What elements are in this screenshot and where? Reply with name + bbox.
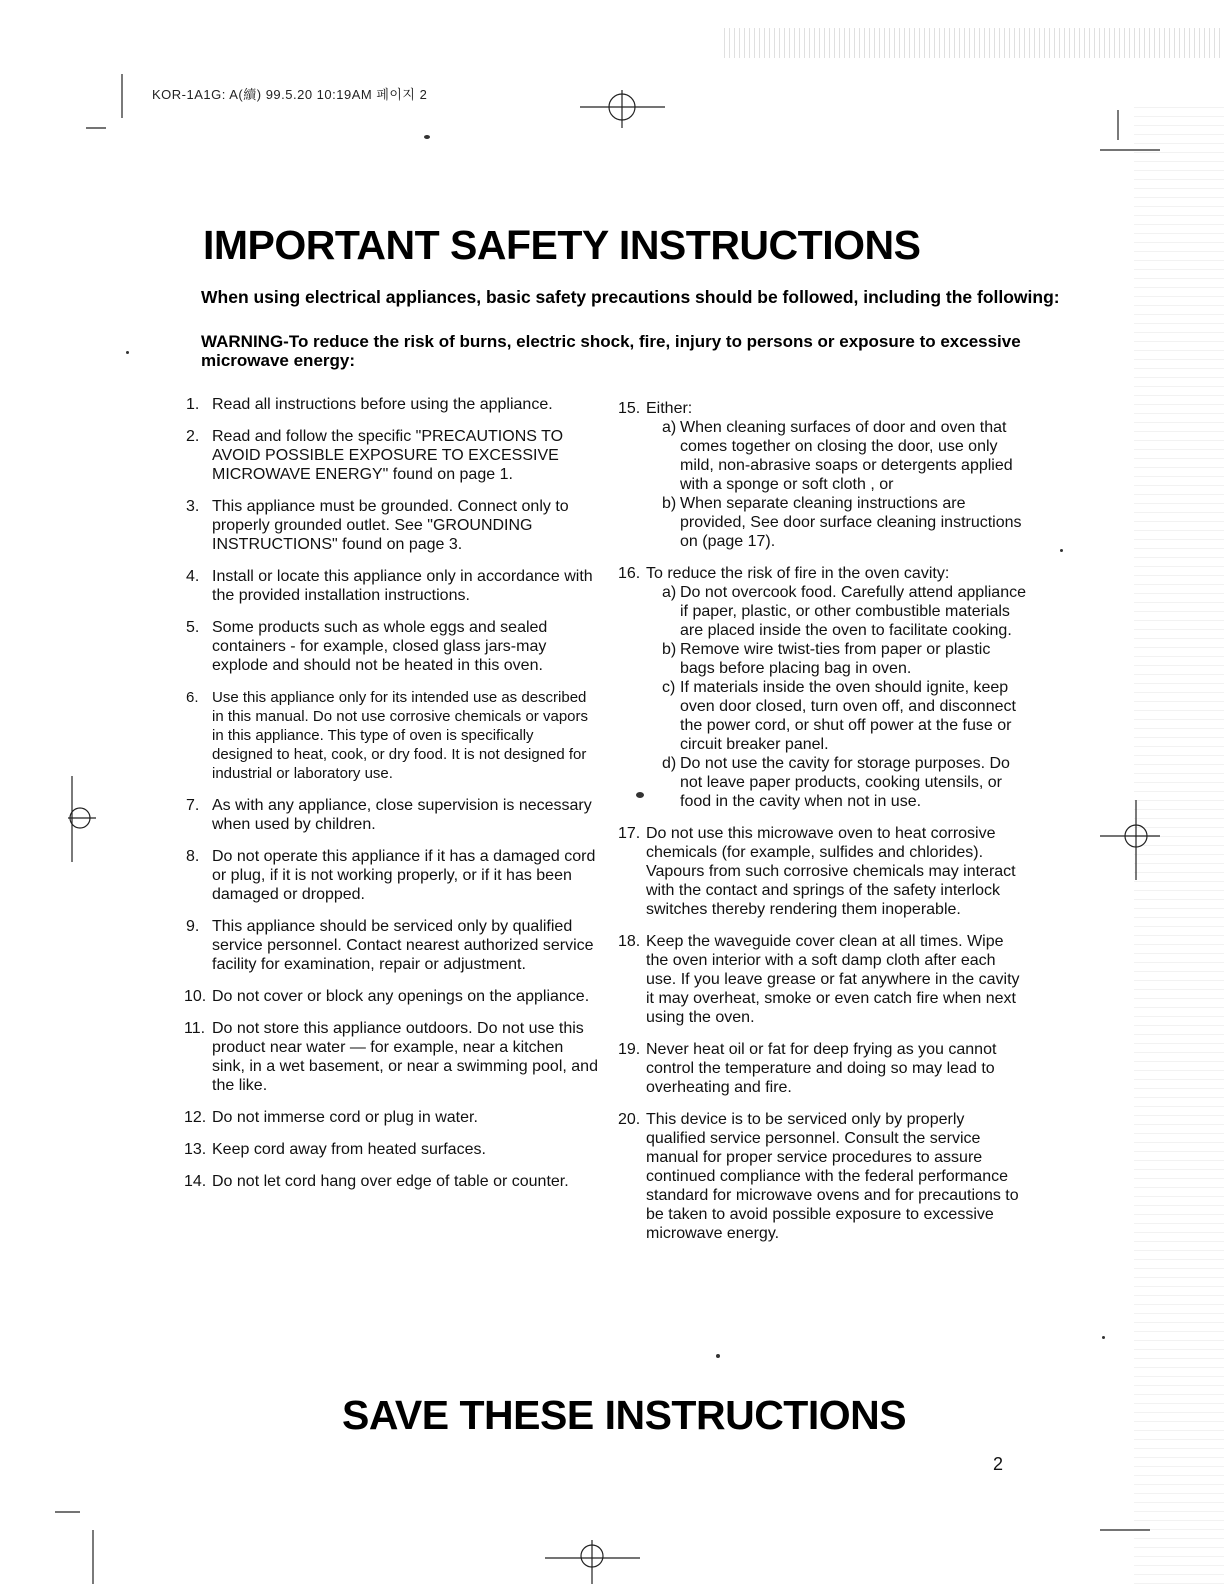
sub-item-letter: b) [662,641,677,658]
list-item [186,427,598,484]
sub-item-letter: c) [662,679,676,696]
list-item [186,1172,598,1191]
item-number: 7. [186,797,200,814]
item-number: 9. [186,918,200,935]
item-text: This appliance should be serviced only by qualified service personnel. Contact nearest authorized service facility for examination, repair or adjustment. [212,918,594,973]
list-item [186,796,598,834]
fax-header-code: KOR-1A1G: A(續) 99.5.20 10:19AM 페이지 2 [152,87,428,102]
sub-item-text: Remove wire twist-ties from paper or plastic bags before placing bag in oven. [680,641,991,677]
item-text: To reduce the risk of fire in the oven cavity: [646,565,950,582]
speck [716,1354,720,1358]
sub-item [662,640,1028,678]
item-number: 18. [618,933,641,950]
item-text: Read all instructions before using the appliance. [212,396,553,413]
list-item [186,1108,598,1127]
item-text: Use this appliance only for its intended use as described in this manual. Do not use corrosive chemicals or vapors in this appliance. This type of oven is specifically designed to heat, cook, or dry food. It is not designed for industrial or laboratory use. [212,689,588,782]
item-text: Do not operate this appliance if it has a damaged cord or plug, if it is not working properly, or if it has been damaged or dropped. [212,848,596,903]
item-text: Either: [646,400,693,417]
speck [1102,1336,1105,1339]
sub-item-letter: a) [662,419,677,436]
list-item [186,987,598,1006]
page-number: 2 [993,1454,1004,1474]
speck [126,351,129,354]
list-item [620,1110,1028,1243]
sub-item [662,418,1028,494]
item-text: Keep cord away from heated surfaces. [212,1141,486,1158]
right-column [620,399,1028,1256]
item-number: 17. [618,825,641,842]
item-number: 4. [186,568,200,585]
list-item [620,932,1028,1027]
list-item [620,1040,1028,1097]
speck [1060,549,1063,552]
item-number: 2. [186,428,200,445]
list-item [186,847,598,904]
item-text: As with any appliance, close supervision is necessary when used by children. [212,797,592,833]
item-text: Read and follow the specific "PRECAUTIONS TO AVOID POSSIBLE EXPOSURE TO EXCESSIVE MICROWAVE ENERGY" found on page 1. [212,428,564,483]
list-item [620,824,1028,919]
list-item [620,564,1028,811]
warning-text: WARNING-To reduce the risk of burns, electric shock, fire, injury to persons or exposure to excessive microwave energy: [201,332,1021,370]
item-number: 19. [618,1041,641,1058]
item-text: Some products such as whole eggs and sealed containers - for example, closed glass jars-may explode and should not be heated in this oven. [212,619,548,674]
speck [424,135,430,139]
sub-item-letter: a) [662,584,677,601]
item-number: 14. [184,1173,207,1190]
item-number: 13. [184,1141,207,1158]
sub-item-letter: d) [662,755,677,772]
item-number: 20. [618,1111,641,1128]
list-item [186,497,598,554]
item-text: Do not use this microwave oven to heat corrosive chemicals (for example, sulfides and chlorides). Vapours from such corrosive chemicals may interact with the contact and springs of the safety interlock switches thereby rendering them inoperable. [646,825,1016,918]
list-item [620,399,1028,551]
item-text: Never heat oil or fat for deep frying as you cannot control the temperature and doing so may lead to overheating and fire. [646,1041,997,1096]
sub-item-text: When separate cleaning instructions are provided, See door surface cleaning instructions on (page 17). [680,495,1022,550]
list-item [186,1019,598,1095]
sub-item-text: Do not use the cavity for storage purposes. Do not leave paper products, cooking utensils, or food in the cavity when not in use. [680,755,1010,810]
list-item [186,1140,598,1159]
item-text: This device is to be serviced only by properly qualified service personnel. Consult the service manual for proper service procedures to assure continued compliance with the federal performance standard for microwave ovens and for precautions to be taken to avoid possible exposure to excessive microwave energy. [646,1111,1019,1242]
item-number: 16. [618,565,641,582]
item-number: 15. [618,400,641,417]
intro-text: When using electrical appliances, basic safety precautions should be followed, including the following: [201,287,1060,307]
sub-item-text: If materials inside the oven should ignite, keep oven door closed, turn oven off, and disconnect the power cord, or shut off power at the fuse or circuit breaker panel. [680,679,1016,753]
item-number: 6. [186,689,199,706]
item-text: Do not store this appliance outdoors. Do not use this product near water — for example, near a kitchen sink, in a wet basement, or near a swimming pool, and the like. [212,1020,598,1094]
item-number: 10. [184,988,207,1005]
item-number: 12. [184,1109,207,1126]
item-number: 11. [184,1020,206,1037]
sub-item [662,678,1028,754]
item-number: 1. [186,396,200,413]
item-number: 3. [186,498,200,515]
item-text: Do not cover or block any openings on the appliance. [212,988,590,1005]
item-text: Keep the waveguide cover clean at all times. Wipe the oven interior with a soft damp cloth after each use. If you leave grease or fat anywhere in the cavity it may overheat, smoke or even catch fire when next using the oven. [646,933,1020,1026]
list-item [186,917,598,974]
item-number: 5. [186,619,200,636]
item-text: Do not let cord hang over edge of table or counter. [212,1173,569,1190]
save-instructions-heading: SAVE THESE INSTRUCTIONS [342,1392,907,1438]
item-text: Install or locate this appliance only in accordance with the provided installation instructions. [212,568,593,604]
sub-item [662,494,1028,551]
list-item [186,567,598,605]
sub-item [662,754,1028,811]
item-text: This appliance must be grounded. Connect only to properly grounded outlet. See "GROUNDING INSTRUCTIONS" found on page 3. [212,498,569,553]
item-number: 8. [186,848,200,865]
sub-item-text: When cleaning surfaces of door and oven that comes together on closing the door, use only mild, non-abrasive soaps or detergents applied with a sponge or soft cloth , or [680,419,1013,493]
list-item [186,618,598,675]
sub-item-text: Do not overcook food. Carefully attend appliance if paper, plastic, or other combustible materials are placed inside the oven to facilitate cooking. [680,584,1026,639]
list-item [186,688,598,783]
list-item [186,395,598,414]
sub-item [662,583,1028,640]
page-title: IMPORTANT SAFETY INSTRUCTIONS [203,222,921,268]
sub-item-letter: b) [662,495,677,512]
left-column [186,395,598,1204]
item-text: Do not immerse cord or plug in water. [212,1109,478,1126]
